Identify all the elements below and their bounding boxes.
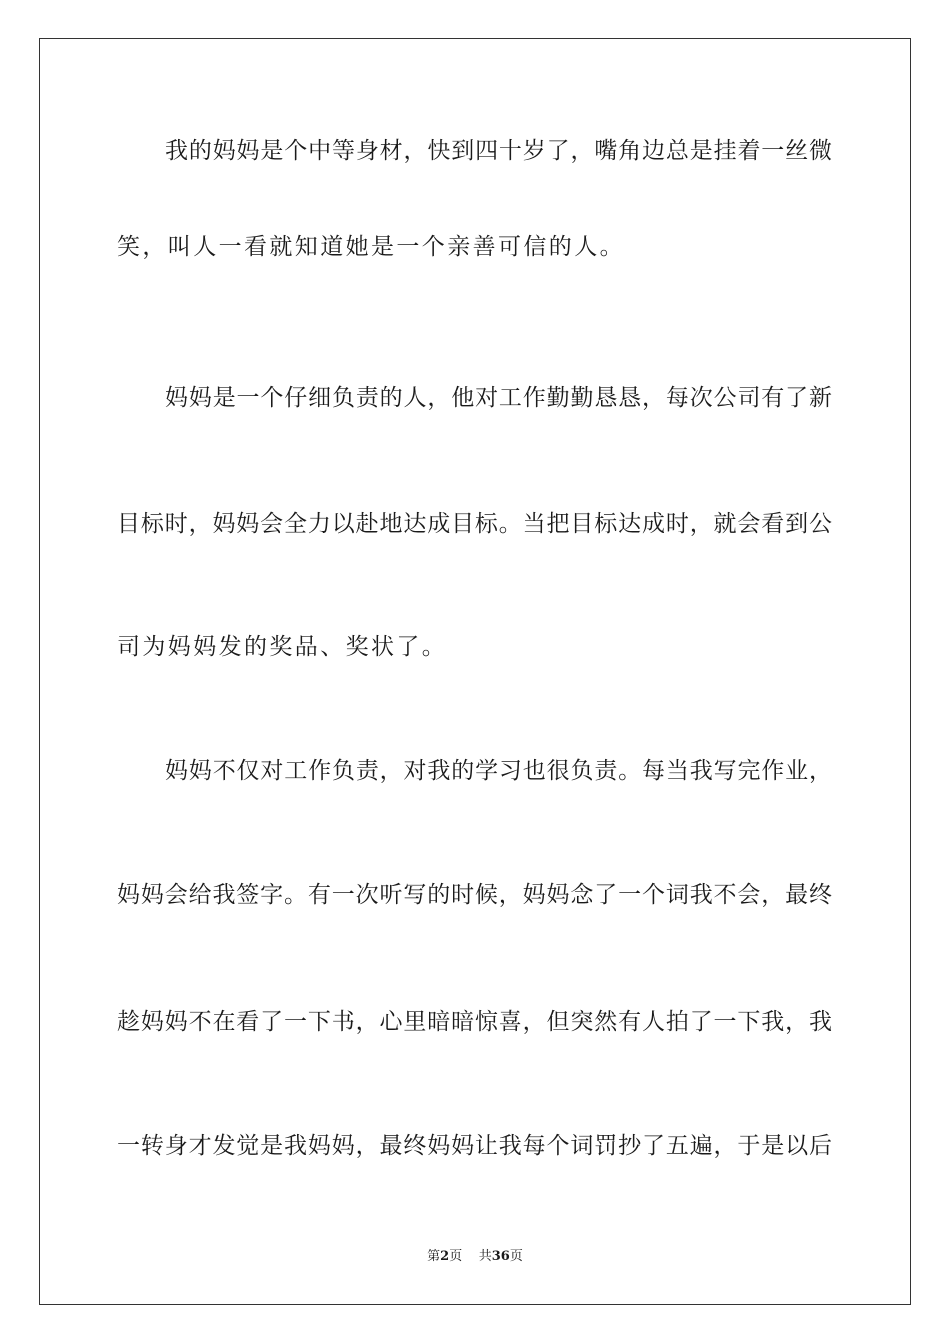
paragraph-3-line-3: 趁妈妈不在看了一下书，心里暗暗惊喜，但突然有人拍了一下我，我 [117, 1009, 832, 1035]
page-footer [0, 1248, 950, 1266]
paragraph-3-line-2: 妈妈会给我签字。有一次听写的时候，妈妈念了一个词我不会，最终 [117, 882, 832, 908]
footer-total-suffix: 页 [509, 1249, 523, 1264]
footer-page-prefix: 第 [427, 1249, 441, 1264]
footer-total-pages: 36 [491, 1249, 510, 1264]
footer-page-number: 2 [440, 1249, 450, 1264]
paragraph-1-line-1: 我的妈妈是个中等身材，快到四十岁了，嘴角边总是挂着一丝微 [165, 138, 832, 164]
paragraph-3-line-1: 妈妈不仅对工作负责，对我的学习也很负责。每当我写完作业， [165, 758, 832, 784]
footer-page-suffix: 页 [449, 1249, 463, 1264]
paragraph-2-line-2: 目标时，妈妈会全力以赴地达成目标。当把目标达成时，就会看到公 [117, 511, 832, 537]
paragraph-2-line-1: 妈妈是一个仔细负责的人，他对工作勤勤恳恳，每次公司有了新 [165, 385, 832, 411]
paragraph-3-line-4: 一转身才发觉是我妈妈，最终妈妈让我每个词罚抄了五遍，于是以后 [117, 1133, 832, 1159]
paragraph-1-line-2: 笑，叫人一看就知道她是一个亲善可信的人。 [117, 234, 625, 260]
paragraph-2-line-3: 司为妈妈发的奖品、奖状了。 [117, 634, 448, 660]
page-border [39, 38, 911, 1305]
footer-total-prefix: 共 [478, 1249, 492, 1264]
